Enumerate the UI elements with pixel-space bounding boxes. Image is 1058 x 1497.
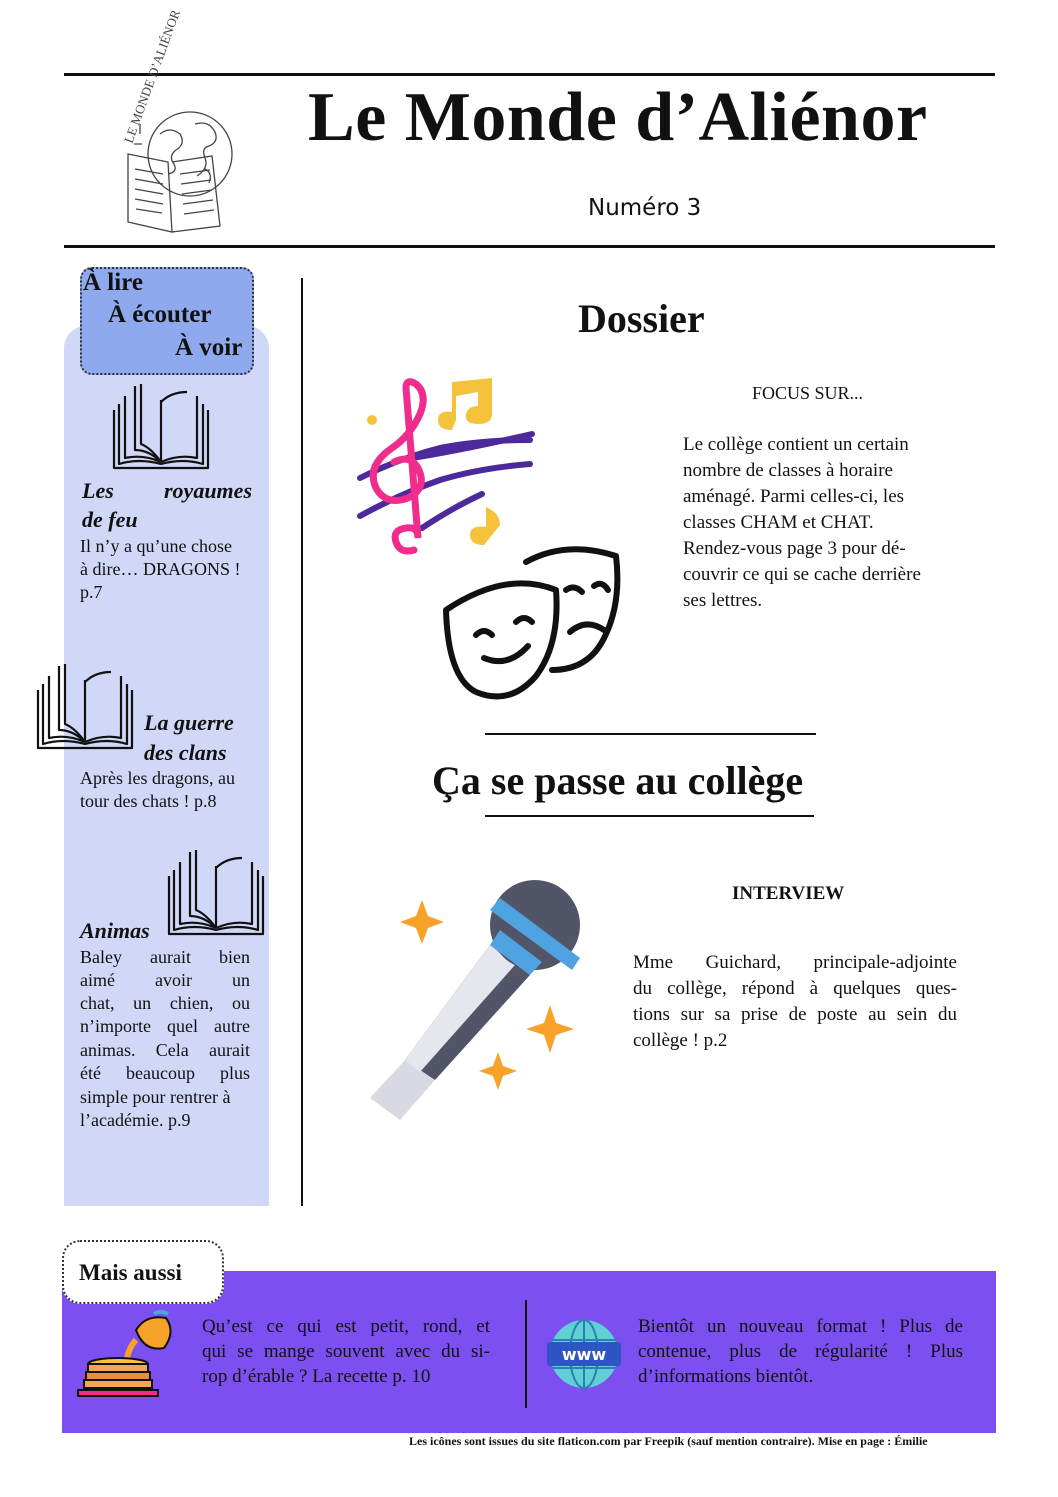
logo-text: LE MONDE D’ALIÉNOR [120, 7, 183, 146]
format-line: contenue, plus de régularité ! Plus [638, 1341, 963, 1362]
book-desc-guerre-line1: Après les dragons, au [80, 768, 235, 788]
book-desc-animas-line4: n’importe quel autre [80, 1016, 250, 1036]
section-rule-top [485, 733, 816, 735]
focus-line: couvrir ce qui se cache derrière [683, 564, 921, 585]
music-notes-icon [352, 380, 542, 560]
www-label: www [561, 1345, 607, 1364]
interview-body [633, 950, 957, 1054]
book-title-guerre-line2: des clans [144, 740, 227, 765]
book-desc-animas-line2: aimé avoir un [80, 970, 250, 990]
footer-credits: Les icônes sont issues du site flaticon.com par Freepik (sauf mention contraire). Mise en page : Émilie [409, 1434, 928, 1448]
focus-line: Rendez-vous page 3 pour dé- [683, 538, 906, 559]
www-globe-icon [545, 1318, 623, 1390]
sidebar-tab-line-watch: À voir [175, 334, 243, 361]
newspaper-globe-logo [80, 7, 280, 244]
theater-masks-icon [436, 540, 626, 700]
mais-aussi-format-text [638, 1314, 963, 1389]
book-title-royaumes-line2: de feu [82, 507, 138, 532]
book-desc-animas-line3: chat, un chien, ou [80, 993, 250, 1013]
open-book-icon [166, 846, 266, 938]
mais-aussi-divider [525, 1300, 527, 1408]
sidebar-tab-line-read: À lire [83, 269, 143, 296]
newspaper-title: Le Monde d’Aliénor [308, 79, 928, 156]
format-line: Bientôt un nouveau format ! Plus de [638, 1316, 963, 1337]
header-top-rule [64, 73, 995, 76]
focus-line: ses lettres. [683, 590, 763, 611]
book-desc-guerre-line2: tour des chats ! p.8 [80, 791, 217, 811]
book-desc-royaumes-line3: p.7 [80, 582, 103, 602]
interview-line: tions sur sa prise de poste au sein du [633, 1004, 957, 1025]
book-desc-animas-line1: Baley aurait bien [80, 947, 250, 967]
focus-line: aménagé. Parmi celles-ci, les [683, 486, 905, 507]
sparkle-icon [479, 1052, 517, 1090]
book-desc-royaumes-line1: Il n’y a qu’une chose [80, 536, 232, 556]
focus-line: Le collège contient un certain [683, 434, 909, 455]
book-desc-animas-line7: simple pour rentrer à [80, 1087, 231, 1107]
pancakes-icon [74, 1310, 178, 1406]
open-book-icon [35, 660, 135, 752]
book-desc-animas-line5: animas. Cela aurait [80, 1040, 250, 1060]
focus-kicker: FOCUS SUR... [752, 383, 864, 403]
sparkle-icon [400, 900, 444, 944]
book-title-guerre-line1: La guerre [144, 710, 234, 735]
format-line: d’informations bientôt. [638, 1366, 814, 1387]
focus-body [683, 432, 958, 614]
interview-line: collège ! p.2 [633, 1030, 728, 1051]
section-rule-bottom [485, 815, 814, 817]
mais-aussi-recipe-text [202, 1314, 490, 1389]
book-title-animas: Animas [80, 918, 150, 943]
sidebar-tab-line-listen: À écouter [108, 301, 212, 328]
issue-number: Numéro 3 [588, 195, 702, 221]
recipe-line: Qu’est ce qui est petit, rond, et [202, 1316, 490, 1337]
interview-line: Mme Guichard, principale-adjointe [633, 952, 957, 973]
book-desc-animas-line8: l’académie. p.9 [80, 1110, 191, 1130]
column-divider [301, 278, 303, 1206]
college-heading: Ça se passe au collège [432, 758, 804, 803]
microphone-icon [340, 880, 600, 1130]
interview-kicker: INTERVIEW [732, 883, 845, 904]
focus-line: nombre de classes à horaire [683, 460, 893, 481]
sparkle-icon [526, 1005, 574, 1053]
recipe-line: rop d’érable ? La recette p. 10 [202, 1366, 431, 1387]
header-bottom-rule [64, 245, 995, 248]
mais-aussi-label: Mais aussi [79, 1260, 182, 1285]
book-desc-royaumes-line2: à dire… DRAGONS ! [80, 559, 241, 579]
focus-line: classes CHAM et CHAT. [683, 512, 874, 533]
dossier-heading: Dossier [578, 296, 705, 341]
open-book-icon [111, 380, 211, 472]
book-desc-animas-line6: été beaucoup plus [80, 1063, 250, 1083]
interview-line: du collège, répond à quelques ques- [633, 978, 957, 999]
book-title-royaumes-line1: Les royaumes [82, 478, 252, 503]
recipe-line: qui se mange souvent avec du si- [202, 1341, 490, 1362]
